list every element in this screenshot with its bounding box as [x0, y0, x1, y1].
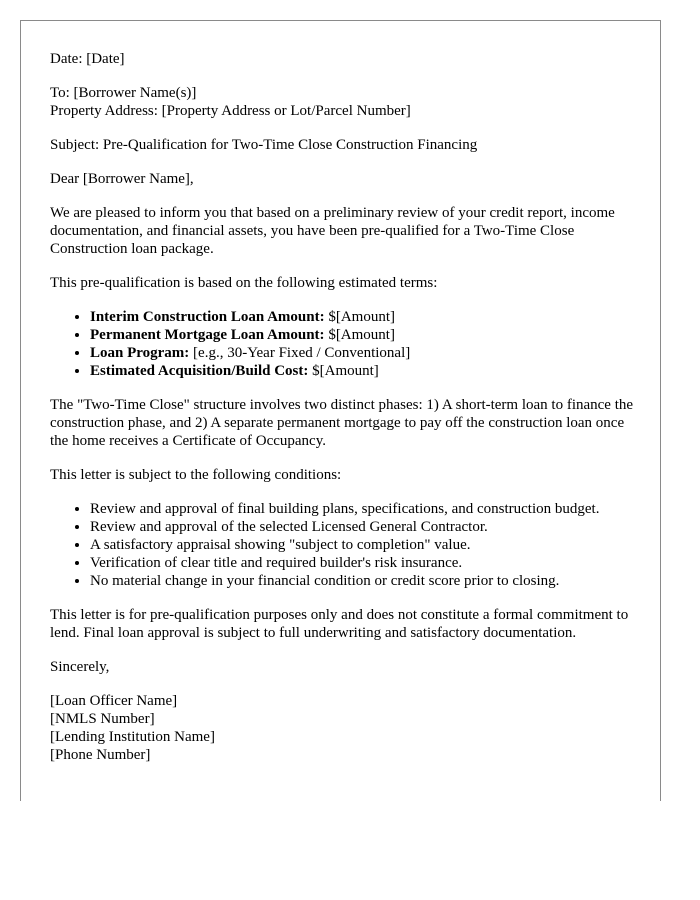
terms-list [50, 308, 640, 380]
term-value: $[Amount] [308, 363, 379, 379]
list-item [90, 362, 640, 380]
term-value: [e.g., 30-Year Fixed / Conventional] [189, 345, 411, 361]
officer-name: [Loan Officer Name] [50, 693, 178, 709]
disclaimer-paragraph: This letter is for pre-qualification purposes only and does not constitute a formal commitment to lend. Final loan approval is subject to full underwriting and satisfactory documentation. [50, 607, 629, 641]
list-item: • No material change in your financial condition or credit score prior to closing. [90, 572, 640, 590]
term-value: $[Amount] [324, 309, 396, 325]
intro-paragraph: We are pleased to inform you that based on a preliminary review of your credit report, income documentation, and financial assets, you have been pre-qualified for a Two-Time Close Construction loan package. [50, 205, 615, 257]
list-item [90, 326, 640, 344]
closing-block [50, 658, 640, 676]
letter-page [20, 20, 661, 801]
phone-number: [Phone Number] [50, 747, 151, 763]
date-line: Date: [Date] [50, 51, 125, 67]
salutation: Dear [Borrower Name], [50, 171, 194, 187]
list-item: • Review and approval of final building plans, specifications, and construction budget. [90, 500, 640, 518]
letter-body [50, 50, 640, 780]
terms-intro: This pre-qualification is based on the following estimated terms: [50, 275, 438, 291]
recipient-block [50, 84, 640, 120]
conditions-list [50, 500, 640, 590]
term-label: Estimated Acquisition/Build Cost: [90, 363, 309, 379]
property-address-line: Property Address: [Property Address or Lot/Parcel Number] [50, 103, 411, 119]
structure-paragraph: The "Two-Time Close" structure involves two distinct phases: 1) A short-term loan to finance the construction phase, and 2) A separate permanent mortgage to pay off the construction loan once the home receives a Certificate of Occupancy. [50, 397, 634, 449]
signature-block [50, 692, 640, 764]
list-item: • Review and approval of the selected Licensed General Contractor. [90, 518, 640, 536]
salutation-block [50, 170, 640, 188]
date-block [50, 50, 640, 68]
nmls-number: [NMLS Number] [50, 711, 155, 727]
recipient-line: To: [Borrower Name(s)] [50, 85, 197, 101]
term-label: Permanent Mortgage Loan Amount: [90, 327, 325, 343]
list-item [90, 308, 640, 326]
closing: Sincerely, [50, 659, 110, 675]
list-item [90, 344, 640, 362]
list-item: • A satisfactory appraisal showing "subject to completion" value. [90, 536, 640, 554]
term-label: Loan Program: [90, 345, 190, 361]
institution-name: [Lending Institution Name] [50, 729, 215, 745]
subject-block [50, 136, 640, 154]
subject-line: Subject: Pre-Qualification for Two-Time Close Construction Financing [50, 137, 478, 153]
term-value: $[Amount] [324, 327, 395, 343]
term-label: Interim Construction Loan Amount: [90, 309, 325, 325]
list-item: • Verification of clear title and required builder's risk insurance. [90, 554, 640, 572]
conditions-intro: This letter is subject to the following conditions: [50, 467, 342, 483]
